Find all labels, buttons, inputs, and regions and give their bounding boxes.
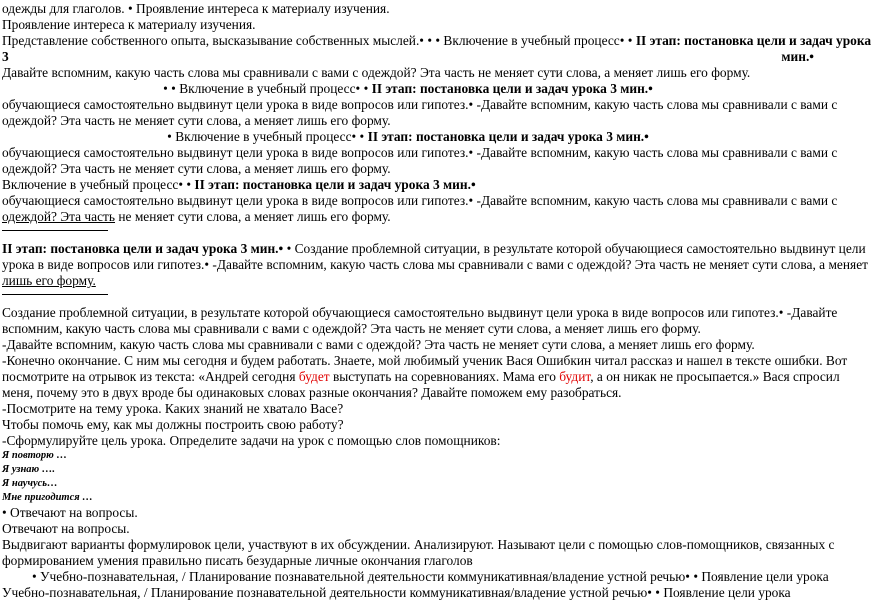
underlined-text: одеждой? Эта часть	[2, 209, 116, 224]
stage-heading: II этап: постановка цели и задач урока 3 мин.•	[2, 241, 287, 256]
text-run: Включение в учебный процесс• •	[2, 177, 195, 192]
text-line: обучающиеся самостоятельно выдвинут цели урока в виде вопросов или гипотез.• -Давайте вспомним, какую часть слова мы сравнивали с вами с	[2, 145, 838, 160]
text-line	[2, 177, 814, 193]
text-line	[2, 49, 814, 65]
text-run: • Включение в учебный процесс• •	[167, 129, 368, 144]
stage-heading: II этап: постановка цели и задач урока	[635, 33, 871, 48]
text-run: Представление собственного опыта, высказывание собственных мыслей.• • • Включение в учебный процесс• •	[2, 33, 636, 48]
text-line: одежды для глаголов. • Проявление интереса к материалу изучения.	[2, 1, 390, 16]
helper-phrase: Я научусь…	[2, 478, 58, 489]
text-line	[2, 369, 840, 385]
text-line: обучающиеся самостоятельно выдвинут цели урока в виде вопросов или гипотез.• -Давайте вспомним, какую часть слова мы сравнивали с вами с	[2, 97, 838, 112]
text-line: -Давайте вспомним, какую часть слова мы сравнивали с вами с одеждой? Эта часть не меняет сути слова, а меняет лишь его форму.	[2, 337, 755, 352]
text-run: , а он никак не просыпается.» Вася спросил	[590, 369, 840, 384]
text-line	[2, 241, 866, 257]
text-line: Создание проблемной ситуации, в результате которой обучающиеся самостоятельно выдвинут цели урока в виде вопросов или гипотез.• -Давайте	[2, 305, 838, 320]
text-line: меня, почему это в двух вроде бы одинаковых словах разные окончания? Давайте поможем ему разобраться.	[2, 385, 622, 400]
highlighted-word: будет	[298, 369, 330, 384]
helper-phrase: Я узнаю ….	[2, 464, 55, 475]
text-run: посмотрите на отрывок из текста: «Андрей сегодня	[2, 369, 299, 384]
text-line: Проявление интереса к материалу изучения.	[2, 17, 256, 32]
text-line: Учебно-познавательная, / Планирование познавательной деятельности коммуникативная/владение устной речью• • Появление цели урока	[2, 585, 791, 600]
text-line	[2, 33, 871, 49]
text-run: не меняет сути слова, а меняет лишь его форму.	[115, 209, 391, 224]
text-line: Выдвигают варианты формулировок цели, участвуют в их обсуждении. Анализируют. Называют цели с помощью слов-помощников, связанных с	[2, 537, 835, 552]
text-line	[2, 81, 814, 97]
stage-heading: II этап: постановка цели и задач урока 3 мин.•	[367, 129, 649, 144]
text-line	[2, 209, 814, 225]
helper-phrase: Я повторю …	[2, 450, 67, 461]
text-line	[2, 129, 814, 145]
text-run: выступать на соревнованиях. Мама его	[329, 369, 560, 384]
text-run: 3	[2, 49, 9, 64]
helper-phrase: Мне пригодится …	[2, 492, 93, 503]
text-line: Отвечают на вопросы.	[2, 521, 130, 536]
text-run: • Создание проблемной ситуации, в результате которой обучающиеся самостоятельно выдвинут цели	[286, 241, 866, 256]
text-line: одеждой? Эта часть не меняет сути слова, а меняет лишь его форму.	[2, 113, 391, 128]
text-line: лишь его форму.	[2, 273, 96, 288]
text-line: • Учебно-познавательная, / Планирование познавательной деятельности коммуникативная/владение устной речью• • Появление цели урока	[32, 569, 829, 584]
text-line: Давайте вспомним, какую часть слова мы сравнивали с вами с одеждой? Эта часть не меняет сути слова, а меняет лишь его форму.	[2, 65, 751, 80]
text-line: -Посмотрите на тему урока. Каких знаний не хватало Васе?	[2, 401, 344, 416]
text-line: одеждой? Эта часть не меняет сути слова, а меняет лишь его форму.	[2, 161, 391, 176]
text-line: • Отвечают на вопросы.	[2, 505, 138, 520]
text-line: вспомним, какую часть слова мы сравнивали с вами с одеждой? Эта часть не меняет сути слова, а меняет лишь его форму.	[2, 321, 701, 336]
text-line: формированием умения правильно писать безударные личные окончания глаголов	[2, 553, 473, 568]
text-line: обучающиеся самостоятельно выдвинут цели урока в виде вопросов или гипотез.• -Давайте вспомним, какую часть слова мы сравнивали с вами с	[2, 193, 838, 208]
stage-heading: II этап: постановка цели и задач урока 3 мин.•	[371, 81, 653, 96]
text-line: урока в виде вопросов или гипотез.• -Давайте вспомним, какую часть слова мы сравнивали с вами с одеждой? Эта часть не меняет сути слова, а меняет	[2, 257, 868, 272]
highlighted-word: будит	[559, 369, 591, 384]
stage-heading: II этап: постановка цели и задач урока 3 мин.•	[194, 177, 476, 192]
text-line: Чтобы помочь ему, как мы должны построить свою работу?	[2, 417, 344, 432]
text-run: мин.•	[781, 49, 814, 64]
text-line: -Сформулируйте цель урока. Определите задачи на урок с помощью слов помощников:	[2, 433, 501, 448]
text-line: -Конечно окончание. С ним мы сегодня и будем работать. Знаете, мой любимый ученик Вася Ошибкин читал рассказ и нашел в тексте ошибки. Вот	[2, 353, 848, 368]
text-run: • • Включение в учебный процесс• •	[163, 81, 372, 96]
